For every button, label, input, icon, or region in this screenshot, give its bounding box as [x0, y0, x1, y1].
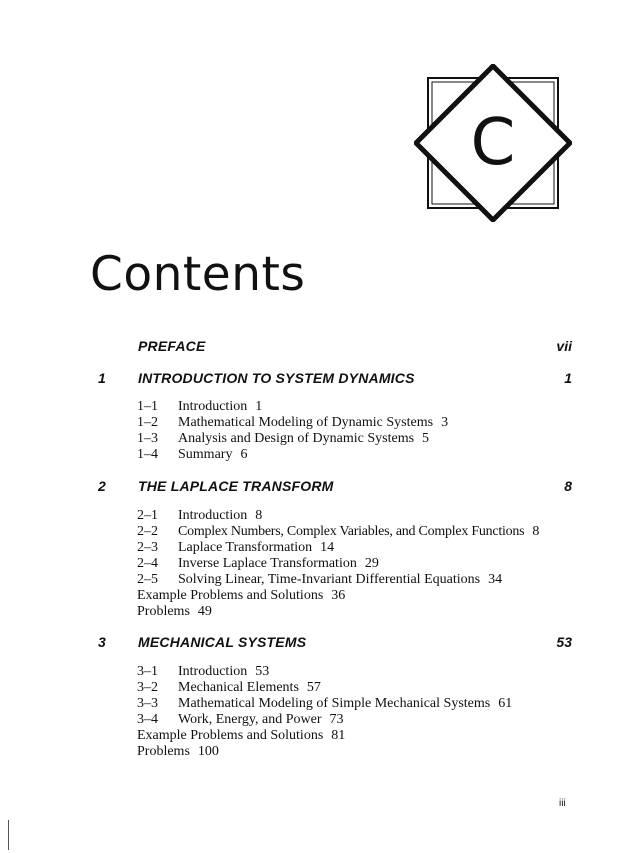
extra-page: 49: [197, 604, 212, 619]
chapter-title: MECHANICAL SYSTEMS: [138, 634, 307, 650]
section-number: 2–4: [137, 556, 158, 571]
section-page: 53: [255, 664, 270, 679]
section-title: Laplace Transformation: [178, 540, 313, 555]
section-number: 1–3: [137, 431, 158, 446]
extra-page: 36: [331, 588, 346, 603]
section-title: Analysis and Design of Dynamic Systems: [178, 431, 415, 446]
section-number: 3–3: [137, 696, 158, 711]
chapter-heading-3: [0, 632, 638, 652]
page-number: iii: [559, 798, 566, 809]
page-title: Contents: [90, 247, 306, 302]
chapter-number: 2: [98, 478, 106, 494]
section-title: Summary: [178, 447, 233, 462]
section-page: 29: [364, 556, 379, 571]
chapter-title: THE LAPLACE TRANSFORM: [138, 478, 334, 494]
chapter-heading-1: [0, 368, 638, 388]
section-page: 6: [240, 447, 248, 462]
preface-label: PREFACE: [138, 338, 206, 354]
section-page: 3: [441, 415, 449, 430]
extra-title: Example Problems and Solutions: [137, 728, 324, 743]
section-number: 1–4: [137, 447, 158, 462]
section-page: 14: [320, 540, 335, 555]
section-page: 8: [532, 524, 540, 539]
section-title: Introduction: [178, 664, 248, 679]
section-number: 1–2: [137, 415, 158, 430]
section-number: 2–3: [137, 540, 158, 555]
section-title: Mathematical Modeling of Simple Mechanical Systems: [178, 696, 491, 711]
section-title: Inverse Laplace Transformation: [178, 556, 357, 571]
section-number: 3–4: [137, 712, 158, 727]
chapter-page: 53: [556, 634, 572, 650]
chapter-title: INTRODUCTION TO SYSTEM DYNAMICS: [138, 370, 415, 386]
section-page: 61: [498, 696, 513, 711]
toc-extra: [137, 588, 345, 604]
section-number: 3–1: [137, 664, 158, 679]
section-number: 1–1: [137, 399, 158, 414]
section-page: 57: [306, 680, 321, 695]
section-title: Work, Energy, and Power: [178, 712, 322, 727]
section-page: 1: [255, 399, 263, 414]
margin-scan-mark: [8, 820, 9, 850]
section-number: 2–2: [137, 524, 158, 539]
chapter-number: 1: [98, 370, 106, 386]
section-title: Introduction: [178, 399, 248, 414]
toc-extra: [137, 604, 212, 620]
extra-title: Problems: [137, 604, 190, 619]
section-number: 2–1: [137, 508, 158, 523]
chapter-number: 3: [98, 634, 106, 650]
section-title: Solving Linear, Time-Invariant Differential Equations: [178, 572, 481, 587]
preface-entry: [0, 336, 638, 356]
section-page: 73: [329, 712, 344, 727]
preface-page: vii: [556, 338, 572, 354]
section-page: 5: [422, 431, 430, 446]
extra-page: 100: [197, 744, 219, 759]
section-title: Mathematical Modeling of Dynamic Systems: [178, 415, 434, 430]
chapter-page: 8: [564, 478, 572, 494]
section-number: 3–2: [137, 680, 158, 695]
chapter-heading-2: [0, 476, 638, 496]
section-page: 8: [255, 508, 263, 523]
section-number: 2–5: [137, 572, 158, 587]
extra-title: Example Problems and Solutions: [137, 588, 324, 603]
emblem-letter: C: [470, 106, 516, 180]
toc-extra: [137, 744, 219, 760]
extra-title: Problems: [137, 744, 190, 759]
section-title: Mechanical Elements: [178, 680, 299, 695]
extra-page: 81: [331, 728, 346, 743]
toc-extra: [137, 728, 345, 744]
chapter-page: 1: [564, 370, 572, 386]
section-title: Introduction: [178, 508, 248, 523]
section-title: Complex Numbers, Complex Variables, and Complex Functions: [178, 524, 525, 539]
section-page: 34: [488, 572, 503, 587]
